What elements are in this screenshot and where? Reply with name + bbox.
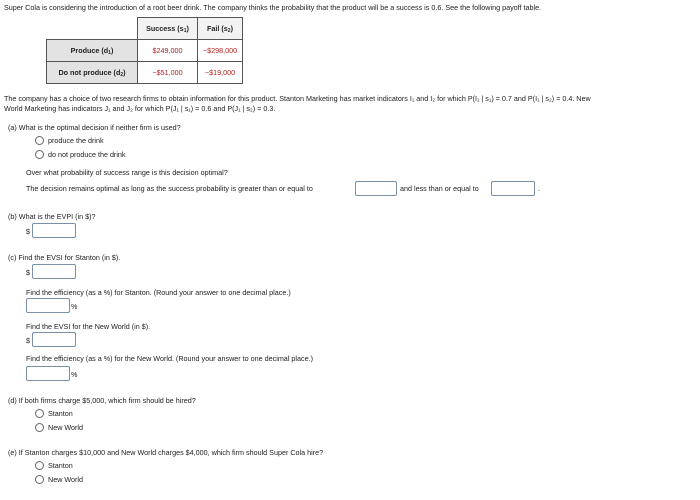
efficiency-stanton-pct: % <box>71 302 78 311</box>
efficiency-new-world-input[interactable] <box>26 366 70 381</box>
cell-produce-success: $249,000 <box>138 40 198 62</box>
radio-d-stanton[interactable] <box>35 409 44 418</box>
part-b-question: (b) What is the EVPI (in $)? <box>8 212 96 221</box>
header-success: Success $(s_1)$ <box>138 18 198 40</box>
option-e-stanton-label: Stanton <box>48 461 73 470</box>
efficiency-new-world-question: Find the efficiency (as a %) for the New World. (Round your answer to one decimal place.) <box>26 354 313 363</box>
range-question: Over what probability of success range is this decision optimal? <box>26 168 228 177</box>
header-fail: Fail $(s_2)$ <box>198 18 243 40</box>
research-line-1: The company has a choice of two research firms to obtain information for this product. Stanton Marketing has market indicators I₁ and I₂ for which P(I₁ | s₁) = 0.7 and P(I₁ | s₂) = 0.4. New <box>4 94 591 103</box>
option-e-new-world-label: New World <box>48 475 84 484</box>
option-do-not-produce-label: do not produce the drink <box>48 150 126 159</box>
radio-produce[interactable] <box>35 136 44 145</box>
evsi-new-world-dollar-sign: $ <box>26 336 30 345</box>
efficiency-stanton-question: Find the efficiency (as a %) for Stanton. (Round your answer to one decimal place.) <box>26 288 291 297</box>
part-a-question: (a) What is the optimal decision if neither firm is used? <box>8 123 181 132</box>
payoff-table <box>46 17 243 84</box>
option-produce-label: produce the drink <box>48 136 104 145</box>
radio-do-not-produce[interactable] <box>35 150 44 159</box>
part-d-question: (d) If both firms charge $5,000, which firm should be hired? <box>8 396 196 405</box>
part-c-question-evsi-stanton: (c) Find the EVSI for Stanton (in $). <box>8 253 121 262</box>
row-label-do-not-produce: Do not produce $(d_2)$ <box>47 62 138 84</box>
research-line-2: World Marketing has indicators J₁ and J₂ for which P(J₁ | s₁) = 0.6 and P(J₁ | s₂) = 0.3. <box>4 104 276 113</box>
evsi-stanton-input[interactable] <box>32 264 76 279</box>
option-d-stanton-label: Stanton <box>48 409 73 418</box>
evsi-new-world-question: Find the EVSI for the New World (in $). <box>26 322 151 331</box>
range-text-upper: and less than or equal to <box>400 184 479 193</box>
option-d-new-world-label: New World <box>48 423 84 432</box>
evpi-dollar-sign: $ <box>26 227 30 236</box>
efficiency-new-world-pct: % <box>71 370 78 379</box>
efficiency-stanton-input[interactable] <box>26 298 70 313</box>
cell-not-produce-success: −$51,000 <box>138 62 198 84</box>
cell-produce-fail: −$298,000 <box>198 40 243 62</box>
radio-d-new-world[interactable] <box>35 423 44 432</box>
cell-not-produce-fail: −$19,000 <box>198 62 243 84</box>
intro-text: Super Cola is considering the introduction of a root beer drink. The company thinks the probability that the product will be a success is 0.6. See the following payoff table. <box>4 3 542 12</box>
table-corner <box>47 18 138 40</box>
range-text-lower: The decision remains optimal as long as the success probability is greater than or equal to <box>26 184 313 193</box>
radio-e-stanton[interactable] <box>35 461 44 470</box>
range-period: . <box>538 184 540 193</box>
part-e-question: (e) If Stanton charges $10,000 and New World charges $4,000, which firm should Super Cola hire? <box>8 448 324 457</box>
radio-e-new-world[interactable] <box>35 475 44 484</box>
evpi-input[interactable] <box>32 223 76 238</box>
evsi-new-world-input[interactable] <box>32 332 76 347</box>
row-label-produce: Produce $(d_1)$ <box>47 40 138 62</box>
lower-bound-input[interactable] <box>355 181 397 196</box>
upper-bound-input[interactable] <box>491 181 535 196</box>
evsi-stanton-dollar-sign: $ <box>26 268 30 277</box>
